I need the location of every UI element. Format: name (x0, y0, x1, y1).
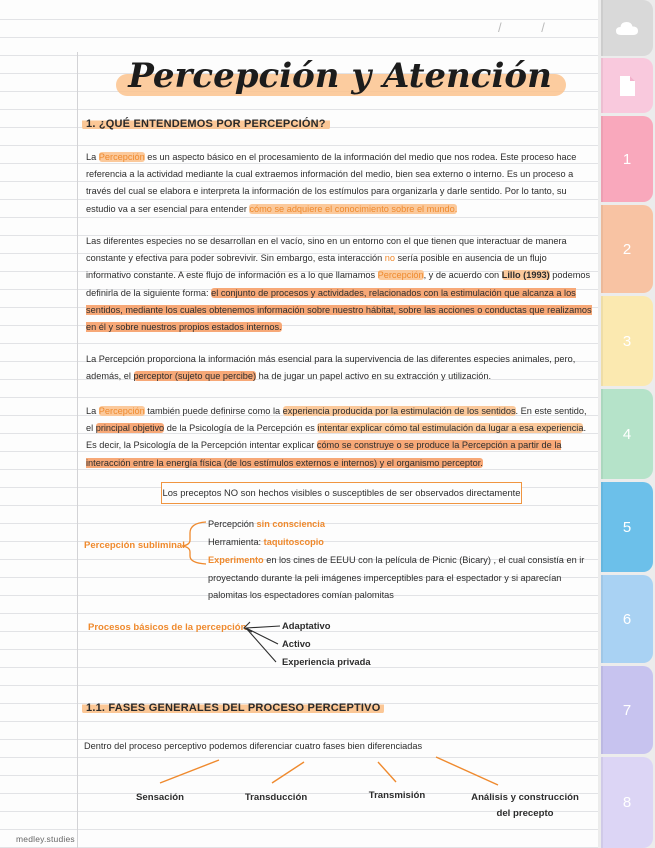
text: Las diferentes especies no se desarrollan en el vacío, sino en un entorno con el que tienen que interactuar de manera constante y efectiva para poder sobrevivir. Sin embargo, esta interacción (86, 236, 567, 264)
phase-label: Análisis y construcción del precepto (471, 792, 579, 819)
subliminal-item-1 (208, 516, 325, 534)
keyword-taquitoscopio: taquitoscopio (263, 537, 324, 547)
page-icon (618, 75, 636, 97)
section-heading-2: 1.1. FASES GENERALES DEL PROCESO PERCEPTIVO (82, 702, 384, 714)
text: de la Psicología de la Percepción es (164, 423, 318, 434)
text: en los cines de EEUU con la película de Picnic (Bicary) , el cual consistía en ir proyectando durante la peli imágenes imperceptibles para el espectador y si aparecían palomitas los espectadores comían palomitas (208, 555, 585, 600)
keyword-percepcion: Percepción (377, 270, 424, 281)
keyword-percepcion: Percepción (98, 152, 145, 162)
process-item: Experiencia privada (282, 656, 371, 667)
definition-highlight: el conjunto de procesos y actividades, relacionados con la estimulación que alcanza a los sentidos, mediante los cuales obtenemos información sobre nuestro hábitat, sobre las acciones o conductas que realizamos en él y sobre nuestros propios estados internos. (86, 287, 592, 333)
keyword-no: no (384, 253, 395, 264)
tab-number: 4 (622, 425, 632, 443)
boxed-note: Los preceptos NO son hechos visibles o susceptibles de ser observados directamente (161, 482, 522, 504)
phases-intro: Dentro del proceso perceptivo podemos diferenciar cuatro fases bien diferenciadas (84, 741, 423, 751)
paragraph-2 (86, 233, 594, 336)
brace-subliminal (182, 522, 206, 564)
citation-lillo: Lillo (1993) (501, 270, 550, 281)
text: Herramienta: (208, 537, 264, 547)
arrow-experiencia (246, 628, 276, 662)
text: podemos definirla de la siguiente forma: (86, 270, 591, 298)
title-block (110, 54, 570, 104)
phase-label: Sensación (136, 792, 184, 803)
tab-number: 5 (622, 518, 632, 536)
keyword-experimento: Experimento (208, 555, 264, 565)
text: Percepción (208, 519, 257, 529)
tab-page[interactable] (601, 58, 653, 113)
tab-8[interactable] (601, 757, 653, 848)
tab-5[interactable] (601, 482, 653, 572)
text: ha de jugar un papel activo en su extracción y utilización. (256, 371, 492, 382)
subliminal-item-3 (208, 552, 596, 605)
cloud-icon (615, 20, 639, 36)
text: sería posible en ausencia de un flujo informativo constante. A este flujo de información es a lo que llamamos (86, 253, 547, 281)
connector-transmision (378, 762, 396, 782)
connector-sensacion (160, 760, 219, 783)
section-heading-1: 1. ¿QUÉ ENTENDEMOS POR PERCEPCIÓN? (82, 118, 330, 130)
highlight-perceptor: perceptor (sujeto que percibe) (133, 371, 257, 382)
tab-strip (598, 0, 655, 848)
text: es un aspecto básico en el procesamiento de la información del medio que nos rodea. Este proceso hace referencia a la actividad mediante la cual extraemos información del medio, bien sea externo o interno. Es un proceso a través del cual se elabora e interpreta la información de los estímulos para organizarla y darle sentido. Por lo tanto, su estudio va a ser esencial para entender (86, 152, 577, 214)
tab-7[interactable] (601, 666, 653, 754)
keyword-sin-consciencia: sin consciencia (256, 519, 325, 529)
subliminal-item-2 (208, 534, 324, 552)
tab-number: 8 (622, 794, 632, 811)
keyword-percepcion: Percepción (98, 406, 145, 416)
arrow-adaptativo (246, 626, 280, 628)
page-title: Percepción y Atención (128, 56, 552, 96)
process-item: Activo (282, 638, 311, 649)
paragraph-4 (86, 403, 594, 472)
text: La (86, 406, 99, 416)
text: también puede definirse como la (144, 406, 283, 416)
page-ticks: / / (498, 20, 563, 35)
watermark: medley.studies (16, 834, 75, 844)
highlight-objetivo: principal objetivo (95, 423, 165, 434)
highlight-experiencia: experiencia producida por la estimulación de los sentidos (282, 406, 516, 416)
tab-1[interactable] (601, 116, 653, 202)
tab-number: 1 (622, 150, 632, 168)
text: La (86, 152, 99, 162)
highlight-explicar: intentar explicar cómo tal estimulación da lugar a esa experiencia (317, 423, 584, 434)
text: La Percepción proporciona la información más esencial para la supervivencia de las diferentes especies animales, pero, además, el (86, 354, 576, 382)
arrow-activo (246, 628, 278, 644)
tab-4[interactable] (601, 389, 653, 479)
tab-number: 3 (622, 332, 632, 350)
margin-line (77, 52, 78, 848)
highlight-construccion: cómo se construye o se produce la Percepción a partir de la interacción entre la energía física (de los estímulos externos e internos) y el organismo perceptor. (86, 440, 562, 468)
tab-number: 6 (622, 610, 632, 628)
text: . Es decir, la Psicología de la Percepción intentar explicar (86, 423, 587, 451)
connector-analisis (436, 757, 498, 785)
paragraph-1 (86, 149, 594, 218)
highlight-conocimiento: cómo se adquiere el conocimiento sobre el mundo. (249, 203, 458, 214)
tab-cloud[interactable] (601, 0, 653, 56)
text: . En este sentido, el (86, 406, 587, 434)
tab-number: 7 (622, 701, 632, 719)
tab-2[interactable] (601, 205, 653, 293)
tab-6[interactable] (601, 575, 653, 663)
process-item: Adaptativo (282, 620, 331, 631)
basic-processes-label: Procesos básicos de la percepción (88, 622, 247, 633)
subliminal-label: Percepción subliminal (84, 540, 185, 551)
tab-number: 2 (622, 240, 632, 258)
connector-transduccion (272, 762, 304, 783)
paragraph-3 (86, 351, 594, 385)
phase-label: Transmisión (368, 790, 426, 801)
text: , y de acuerdo con (423, 270, 502, 281)
phase-label: Transducción (244, 792, 308, 803)
tab-3[interactable] (601, 296, 653, 386)
